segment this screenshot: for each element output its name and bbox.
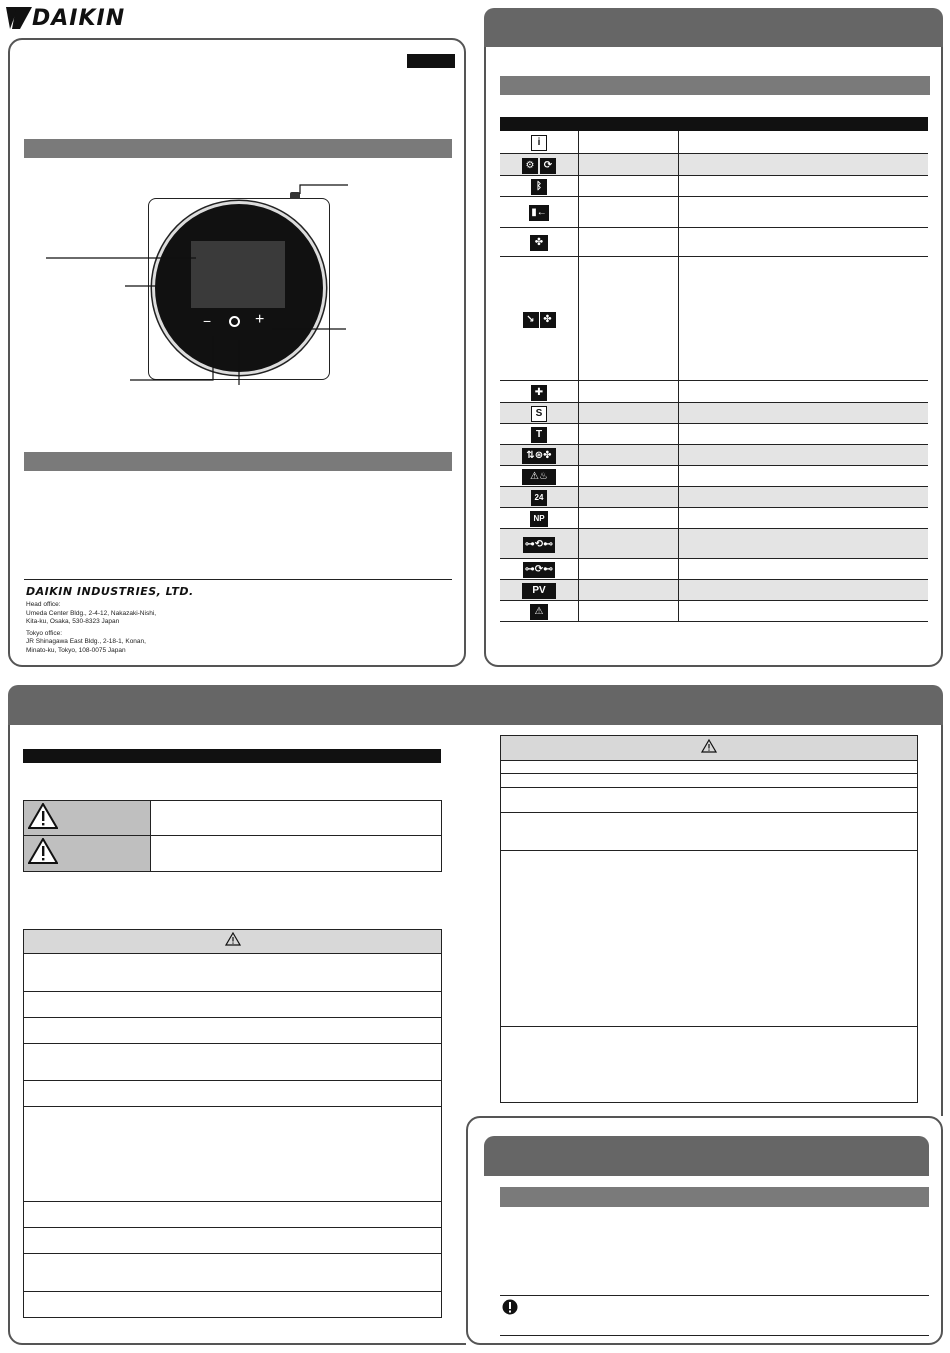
signal-cell: [24, 836, 151, 872]
plus-button[interactable]: +: [255, 311, 265, 328]
info-icon: i: [531, 135, 547, 151]
table-row: [24, 1228, 442, 1254]
bluetooth-icon: ᛒ: [531, 179, 547, 195]
safety-heading-bar: [23, 749, 441, 763]
table-row: [500, 153, 928, 175]
tokyo-office-line2: Minato-ku, Tokyo, 108-0075 Japan: [26, 646, 126, 654]
head-office-label: Head office:: [26, 601, 61, 608]
table-row: [500, 380, 928, 402]
operation-change-icon: ⟳: [540, 158, 556, 174]
address-block: [26, 601, 286, 655]
table-row: [500, 600, 928, 621]
table-row: [500, 465, 928, 486]
tokyo-office-line1: JR Shinagawa East Bldg., 2-18-1, Konan,: [26, 638, 146, 645]
table-row: [24, 1202, 442, 1228]
before-use-panel: [466, 1116, 943, 1345]
table-row: [500, 256, 928, 380]
daikin-logo-text: DAIKIN: [32, 6, 126, 31]
fan-icon: ✤: [530, 235, 548, 251]
table-row: [500, 196, 928, 227]
table-row: [24, 1081, 442, 1107]
warning-table-left: [23, 929, 442, 1318]
note-divider-top: [500, 1295, 929, 1296]
table-row: [24, 801, 442, 836]
table-row: [500, 227, 928, 256]
table-row: [500, 507, 928, 528]
table-row: [24, 1292, 442, 1318]
table-row: [501, 736, 918, 761]
warning-icon: [28, 838, 58, 864]
plus-box-icon: ✚: [531, 385, 547, 401]
table-row: [500, 528, 928, 558]
before-use-banner: [484, 1136, 929, 1176]
table-row: [500, 579, 928, 600]
icons-banner: [484, 8, 943, 47]
table-row: [24, 954, 442, 992]
airflow-icon: ⇅⊛✤: [522, 448, 556, 464]
table-row: [24, 1254, 442, 1292]
front-cover-panel: [8, 38, 466, 667]
face-logo-text: DAIKIN: [170, 203, 195, 210]
icon-table-header: [500, 117, 928, 131]
ventilation-icon: ⊶⟲⊷: [523, 537, 555, 553]
signal-word-table: [23, 800, 442, 872]
note-divider-bottom: [500, 1335, 929, 1336]
pv-icon: PV: [522, 583, 556, 599]
daikin-logo-mark-icon: [6, 7, 32, 29]
table-row: [24, 930, 442, 954]
t-box-icon: T: [531, 427, 547, 443]
schedule-fan-icon: ✤: [540, 312, 556, 328]
head-office-line1: Umeda Center Bldg., 2-4-12, Nakazaki-Nishi,: [26, 609, 157, 617]
warning-box-icon: ⚠: [530, 604, 548, 620]
head-office-line2: Kita-ku, Osaka, 530-8323 Japan: [26, 618, 120, 625]
daikin-logo: [6, 6, 126, 30]
table-row: [501, 788, 918, 813]
table-row: [501, 813, 918, 851]
table-row: [501, 851, 918, 1027]
signal-cell: [24, 801, 151, 836]
door-icon: ▮←: [529, 205, 549, 221]
table-row: [501, 774, 918, 788]
operation-mode-icon: ⚙: [522, 158, 538, 174]
section-bar-lower: [24, 452, 452, 471]
schedule-icon: ↘: [523, 312, 539, 328]
table-row: [24, 992, 442, 1018]
address-divider: [24, 579, 452, 580]
warning-table-right: [500, 735, 918, 1103]
table-row: [24, 1044, 442, 1081]
np-icon: NP: [530, 511, 548, 527]
table-row: [501, 761, 918, 774]
table-row: [500, 423, 928, 444]
table-row: [24, 1107, 442, 1202]
section-bar-before-use: [500, 1187, 929, 1207]
icon-table: [500, 117, 928, 622]
table-row: [500, 402, 928, 423]
tokyo-office-label: Tokyo office:: [26, 629, 63, 637]
table-row: [24, 1018, 442, 1044]
section-bar-icons: [500, 76, 930, 95]
minus-button[interactable]: −: [203, 313, 212, 329]
ventilation-2-icon: ⊶⟳⊷: [523, 562, 555, 578]
table-row: [500, 444, 928, 465]
24h-icon: 24: [531, 490, 547, 506]
warning-triangle-icon: [225, 932, 241, 946]
s-box-icon: S: [531, 406, 547, 422]
company-name: DAIKIN INDUSTRIES, LTD.: [26, 585, 194, 598]
defrost-icon: ⚠♨: [522, 469, 556, 485]
table-row: [501, 1027, 918, 1103]
safety-banner: [8, 685, 943, 725]
warning-triangle-icon: [701, 739, 717, 753]
table-row: [500, 175, 928, 196]
controller-face-logo: ◣DAIKIN: [165, 203, 195, 210]
danger-icon: [28, 803, 58, 829]
important-note-icon: [502, 1299, 518, 1315]
leader-lines: [10, 40, 468, 440]
table-row: [500, 558, 928, 579]
table-row: [500, 131, 928, 153]
table-row: [500, 486, 928, 507]
table-row: [24, 836, 442, 872]
